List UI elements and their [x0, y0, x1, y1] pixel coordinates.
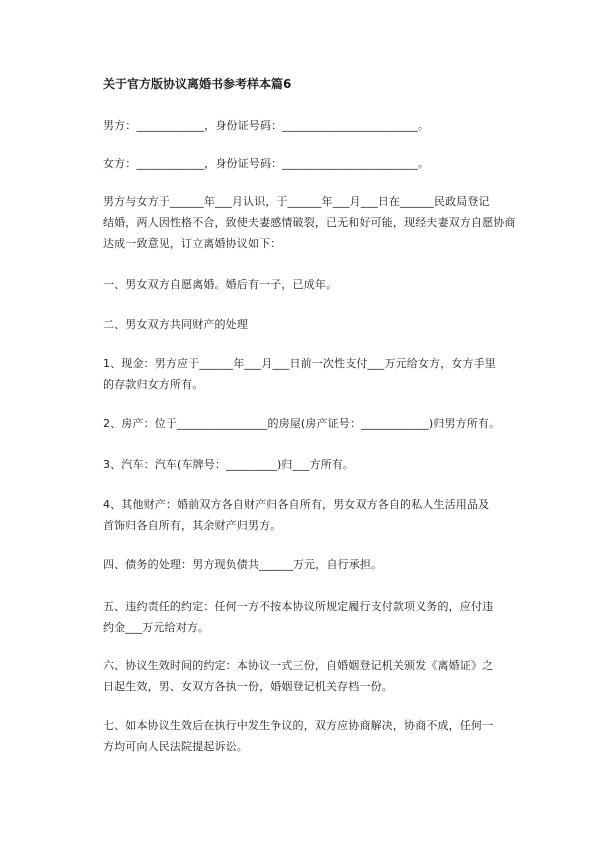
paragraph-line: 四、债务的处理：男方现负债共______万元，自行承担。 [103, 558, 383, 571]
paragraph-cash [103, 353, 495, 395]
paragraph-line: 1、现金：男方应于______年___月___日前一次性支付___万元给女方，女方手里 [103, 357, 496, 370]
paragraph-line: 方均可向人民法院提起诉讼。 [103, 740, 248, 753]
paragraph-line: 约金___万元给对方。 [103, 621, 210, 634]
paragraph-line: 4、其他财产：婚前双方各自财产归各自所有，男女双方各自的私人生活用品及 [103, 498, 490, 511]
paragraph-clause-2 [103, 314, 495, 335]
paragraph-line: 结婚，两人因性格不合，致使夫妻感情破裂，已无和好可能，现经夫妻双方自愿协商 [103, 216, 516, 229]
paragraph-line: 男方：____________，身份证号码：________________________。 [103, 119, 430, 132]
paragraph-breach [103, 596, 495, 638]
paragraph-property [103, 413, 501, 434]
document-title: 关于官方版协议离婚书参考样本篇6 [103, 77, 292, 91]
paragraph-car [103, 454, 495, 475]
paragraph-line: 男方与女方于______年___月认识，于______年___月___日在______民政局登记 [103, 195, 490, 208]
paragraph-female-party [103, 153, 495, 174]
paragraph-line: 七、如本协议生效后在执行中发生争议的，双方应协商解决，协商不成，任何一 [103, 719, 494, 732]
paragraph-intro [103, 191, 516, 254]
paragraph-line: 达成一致意见，订立离婚协议如下： [103, 237, 282, 250]
paragraph-other-assets [103, 494, 495, 536]
paragraph-line: 六、协议生效时间的约定：本协议一式三份，自婚姻登记机关颁发《离婚证》之 [103, 659, 494, 672]
paragraph-line: 的存款归女方所有。 [103, 378, 204, 391]
paragraph-line: 首饰归各自所有，其余财产归男方。 [103, 519, 282, 532]
paragraph-line: 女方：____________，身份证号码：________________________。 [103, 157, 430, 170]
paragraph-effective [103, 655, 495, 697]
paragraph-clause-1 [103, 274, 495, 295]
paragraph-dispute [103, 715, 495, 757]
paragraph-male-party [103, 115, 495, 136]
paragraph-line: 一、男女双方自愿离婚。婚后有一子，已成年。 [103, 278, 338, 291]
paragraph-line: 日起生效，男、女双方各执一份，婚姻登记机关存档一份。 [103, 680, 393, 693]
paragraph-line: 2、房产：位于________________的房屋(房产证号：____________)归男方所有。 [103, 417, 501, 430]
paragraph-line: 二、男女双方共同财产的处理 [103, 318, 248, 331]
paragraph-line: 五、违约责任的约定：任何一方不按本协议所规定履行支付款项义务的，应付违 [103, 600, 494, 613]
paragraph-line: 3、汽车：汽车(车牌号：_________)归___方所有。 [103, 458, 355, 471]
paragraph-debt [103, 554, 495, 575]
